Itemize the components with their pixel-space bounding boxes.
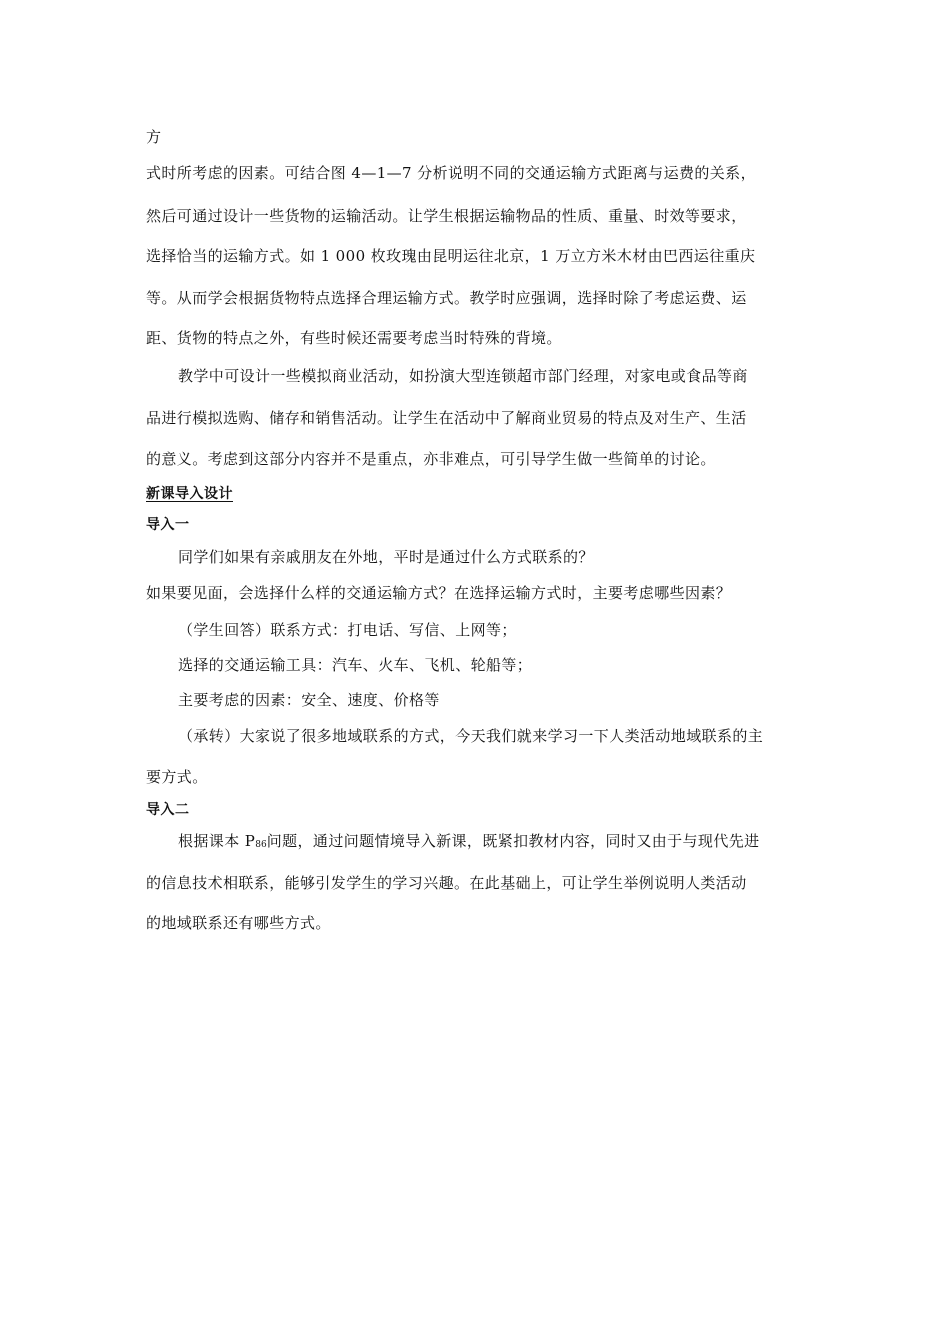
intro1-line6: （承转）大家说了很多地域联系的方式，今天我们就来学习一下人类活动地域联系的主	[178, 727, 764, 745]
paragraph2-line2: 品进行模拟选购、储存和销售活动。让学生在活动中了解商业贸易的特点及对生产、生活	[146, 409, 747, 427]
intro1-line5: 主要考虑的因素：安全、速度、价格等	[178, 691, 440, 709]
intro1-heading: 导入一	[146, 517, 190, 533]
intro1-line4: 选择的交通运输工具：汽车、火车、飞机、轮船等；	[178, 656, 533, 674]
paragraph1-line2: 式时所考虑的因素。可结合图 4—1—7 分析说明不同的交通运输方式距离与运费的关系，	[146, 164, 756, 182]
intro1-line1: 同学们如果有亲戚朋友在外地，平时是通过什么方式联系的？	[178, 548, 594, 566]
intro1-line7: 要方式。	[146, 768, 208, 786]
intro2-line1	[178, 831, 760, 855]
paragraph2-line3: 的意义。考虑到这部分内容并不是重点，亦非难点，可引导学生做一些简单的讨论。	[146, 450, 716, 468]
intro2-heading: 导入二	[146, 802, 190, 818]
paragraph1-line1: 方	[146, 128, 162, 146]
intro1-line3: （学生回答）联系方式：打电话、写信、上网等；	[178, 621, 517, 639]
intro2-line3: 的地域联系还有哪些方式。	[146, 914, 331, 932]
paragraph1-line3: 然后可通过设计一些货物的运输活动。让学生根据运输物品的性质、重量、时效等要求，	[146, 207, 747, 225]
intro2-line1-post: 问题，通过问题情境导入新课，既紧扣教材内容，同时又由于与现代先进	[266, 832, 760, 850]
intro2-line1-pre: 根据课本 P	[178, 832, 256, 850]
paragraph1-line6: 距、货物的特点之外，有些时候还需要考虑当时特殊的背境。	[146, 329, 562, 347]
paragraph2-line1: 教学中可设计一些模拟商业活动，如扮演大型连锁超市部门经理，对家电或食品等商	[178, 367, 748, 385]
intro1-line2: 如果要见面，会选择什么样的交通运输方式？在选择运输方式时，主要考虑哪些因素？	[146, 584, 732, 602]
intro2-line2: 的信息技术相联系，能够引发学生的学习兴趣。在此基础上，可让学生举例说明人类活动	[146, 874, 747, 892]
page-number-subscript: 86	[255, 840, 267, 850]
paragraph1-line4: 选择恰当的运输方式。如 1 000 枚玫瑰由昆明运往北京，1 万立方米木材由巴西运往重庆	[146, 247, 756, 265]
paragraph1-line5: 等。从而学会根据货物特点选择合理运输方式。教学时应强调，选择时除了考虑运费、运	[146, 289, 747, 307]
section-title: 新课导入设计	[146, 486, 233, 502]
